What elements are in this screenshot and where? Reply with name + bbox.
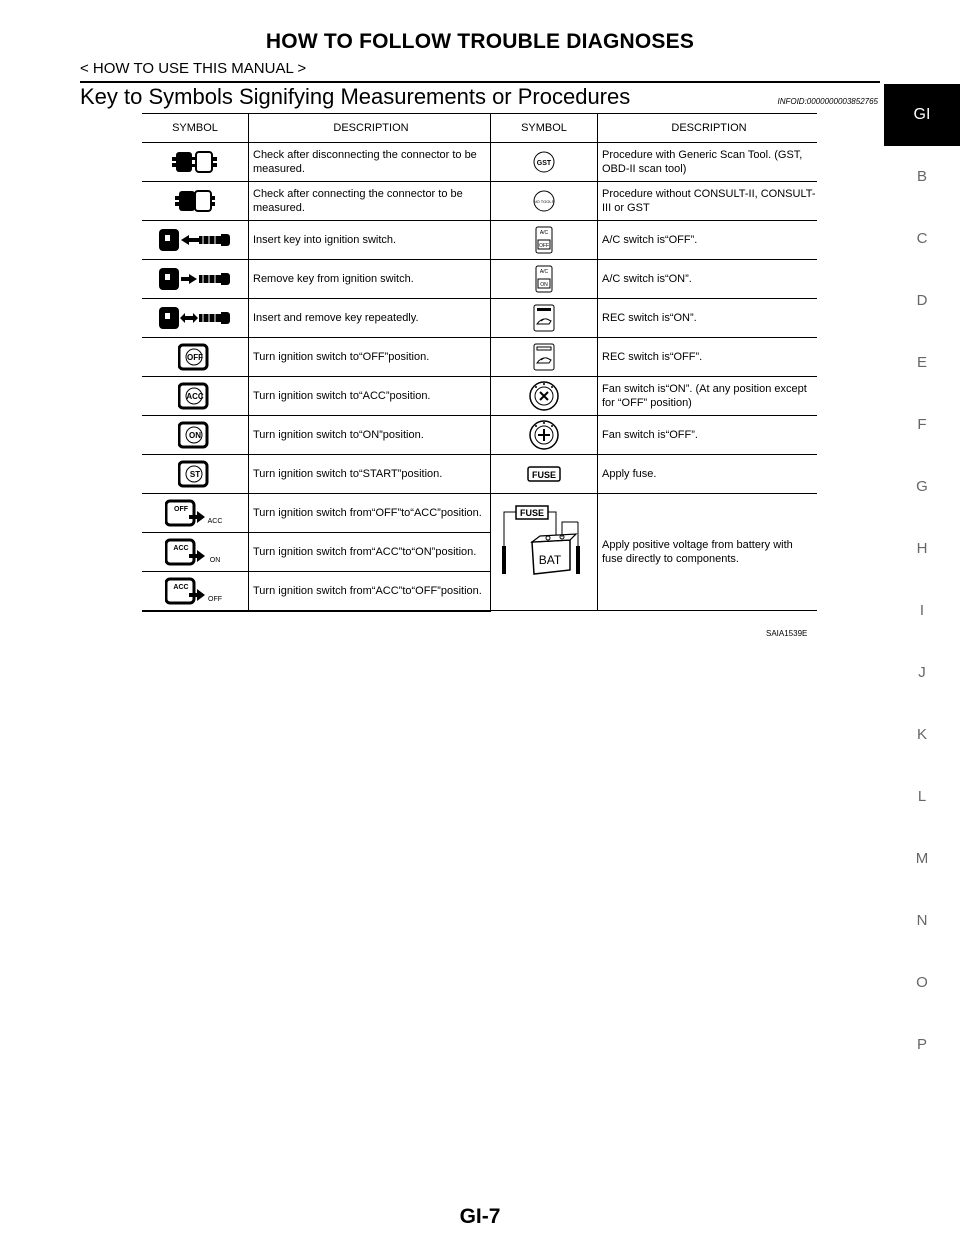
description-cell: A/C switch is“OFF”. bbox=[598, 221, 818, 260]
col-symbol: SYMBOL bbox=[142, 114, 249, 143]
ignition-start-label: ST bbox=[189, 470, 201, 479]
ac-off-switch-label: OFF bbox=[539, 243, 549, 249]
tab-k[interactable]: K bbox=[916, 726, 927, 743]
ac-on-switch-icon bbox=[491, 260, 598, 299]
col-symbol-2: SYMBOL bbox=[491, 114, 598, 143]
ignition-from-label: ACC bbox=[173, 545, 189, 552]
table-row bbox=[142, 221, 817, 260]
tab-g[interactable]: G bbox=[916, 478, 928, 495]
table-row bbox=[142, 182, 817, 221]
tab-b[interactable]: B bbox=[916, 168, 927, 185]
section-index-tabs bbox=[884, 84, 960, 1076]
section-title: Key to Symbols Signifying Measurements or Procedures bbox=[80, 84, 631, 109]
connector-connected-icon bbox=[142, 182, 249, 221]
ignition-to-label: OFF bbox=[208, 595, 222, 603]
ac-off-switch-icon bbox=[491, 221, 598, 260]
description-cell: Turn ignition switch to“ACC”position. bbox=[249, 377, 491, 416]
description-cell: Apply positive voltage from battery with fuse directly to components. bbox=[598, 494, 818, 611]
rec-off-switch-icon bbox=[491, 338, 598, 377]
table-row bbox=[142, 455, 817, 494]
table-row bbox=[142, 260, 817, 299]
ignition-to-label: ACC bbox=[207, 518, 223, 525]
tab-gi[interactable]: GI bbox=[884, 84, 960, 146]
tab-m[interactable]: M bbox=[915, 850, 929, 867]
ignition-from-label: OFF bbox=[174, 506, 188, 513]
description-cell: Turn ignition switch to“ON”position. bbox=[249, 416, 491, 455]
table-row bbox=[142, 299, 817, 338]
description-cell: REC switch is“ON”. bbox=[598, 299, 818, 338]
tab-o[interactable]: O bbox=[916, 974, 928, 991]
battery-fuse-label: FUSE bbox=[519, 508, 545, 518]
fan-off-switch-icon bbox=[491, 416, 598, 455]
description-cell: Check after disconnecting the connector to be measured. bbox=[249, 143, 491, 182]
remove-key-icon bbox=[142, 260, 249, 299]
description-cell: Turn ignition switch from“ACC”to“ON”position. bbox=[249, 533, 491, 572]
table-header-row bbox=[142, 114, 817, 143]
col-description-2: DESCRIPTION bbox=[598, 114, 818, 143]
ignition-acc-to-on-icon bbox=[142, 533, 249, 572]
tab-d[interactable]: D bbox=[916, 292, 928, 309]
table-row bbox=[142, 143, 817, 182]
tab-e[interactable]: E bbox=[916, 354, 927, 371]
ac-off-switch-top-label: A/C bbox=[539, 230, 549, 236]
page-number: GI-7 bbox=[459, 1205, 501, 1228]
ignition-acc-label: ACC bbox=[186, 392, 204, 401]
description-cell: Turn ignition switch from“ACC”to“OFF”position. bbox=[249, 572, 491, 611]
ignition-start-icon bbox=[142, 455, 249, 494]
fuse-icon bbox=[491, 455, 598, 494]
gst-icon-label: GST bbox=[536, 160, 552, 167]
tab-j[interactable]: J bbox=[918, 664, 926, 681]
fuse-icon-label: FUSE bbox=[531, 470, 557, 480]
fan-on-switch-icon bbox=[491, 377, 598, 416]
description-cell: Turn ignition switch to“START”position. bbox=[249, 455, 491, 494]
description-cell: A/C switch is“ON”. bbox=[598, 260, 818, 299]
table-row bbox=[142, 338, 817, 377]
gst-icon bbox=[491, 143, 598, 182]
description-cell: REC switch is“OFF”. bbox=[598, 338, 818, 377]
description-cell: Apply fuse. bbox=[598, 455, 818, 494]
page-title: HOW TO FOLLOW TROUBLE DIAGNOSES bbox=[265, 30, 695, 53]
symbol-table bbox=[142, 113, 817, 612]
insert-remove-key-icon bbox=[142, 299, 249, 338]
table-row bbox=[142, 377, 817, 416]
info-id: INFOID:0000000003852765 bbox=[777, 97, 878, 106]
tab-f[interactable]: F bbox=[917, 416, 927, 433]
battery-fuse-icon bbox=[491, 494, 598, 611]
rec-on-switch-icon bbox=[491, 299, 598, 338]
ignition-on-label: ON bbox=[189, 431, 201, 440]
ignition-to-label: ON bbox=[209, 557, 221, 564]
no-tools-icon-label: NO TOOLS bbox=[533, 199, 555, 204]
tab-i[interactable]: I bbox=[919, 602, 925, 619]
tab-c[interactable]: C bbox=[916, 230, 928, 247]
description-cell: Remove key from ignition switch. bbox=[249, 260, 491, 299]
battery-label: BAT bbox=[538, 553, 562, 567]
insert-key-icon bbox=[142, 221, 249, 260]
tab-n[interactable]: N bbox=[916, 912, 928, 929]
description-cell: Insert and remove key repeatedly. bbox=[249, 299, 491, 338]
header-divider bbox=[80, 81, 880, 83]
tab-l[interactable]: L bbox=[917, 788, 927, 805]
description-cell: Insert key into ignition switch. bbox=[249, 221, 491, 260]
ac-on-switch-top-label: A/C bbox=[539, 269, 549, 275]
description-cell: Turn ignition switch from“OFF”to“ACC”position. bbox=[249, 494, 491, 533]
description-cell: Fan switch is“OFF”. bbox=[598, 416, 818, 455]
tab-h[interactable]: H bbox=[916, 540, 928, 557]
ignition-acc-icon bbox=[142, 377, 249, 416]
ignition-acc-to-off-icon bbox=[142, 572, 249, 611]
col-description: DESCRIPTION bbox=[249, 114, 491, 143]
table-row bbox=[142, 416, 817, 455]
table-row bbox=[142, 494, 817, 533]
tab-p[interactable]: P bbox=[916, 1036, 927, 1053]
ignition-off-label: OFF bbox=[187, 353, 203, 362]
description-cell: Turn ignition switch to“OFF”position. bbox=[249, 338, 491, 377]
page-header bbox=[0, 30, 960, 54]
description-cell: Fan switch is“ON”. (At any position except for “OFF” position) bbox=[598, 377, 818, 416]
connector-disconnected-icon bbox=[142, 143, 249, 182]
ignition-off-to-acc-icon bbox=[142, 494, 249, 533]
ignition-off-icon bbox=[142, 338, 249, 377]
description-cell: Check after connecting the connector to be measured. bbox=[249, 182, 491, 221]
description-cell: Procedure with Generic Scan Tool. (GST, OBD-II scan tool) bbox=[598, 143, 818, 182]
ignition-on-icon bbox=[142, 416, 249, 455]
ac-on-switch-label: ON bbox=[540, 282, 548, 288]
no-tools-icon bbox=[491, 182, 598, 221]
figure-id: SAIA1539E bbox=[766, 629, 808, 638]
breadcrumb[interactable]: < HOW TO USE THIS MANUAL > bbox=[80, 60, 307, 77]
description-cell: Procedure without CONSULT-II, CONSULT-III or GST bbox=[598, 182, 818, 221]
ignition-from-label: ACC bbox=[173, 583, 189, 591]
